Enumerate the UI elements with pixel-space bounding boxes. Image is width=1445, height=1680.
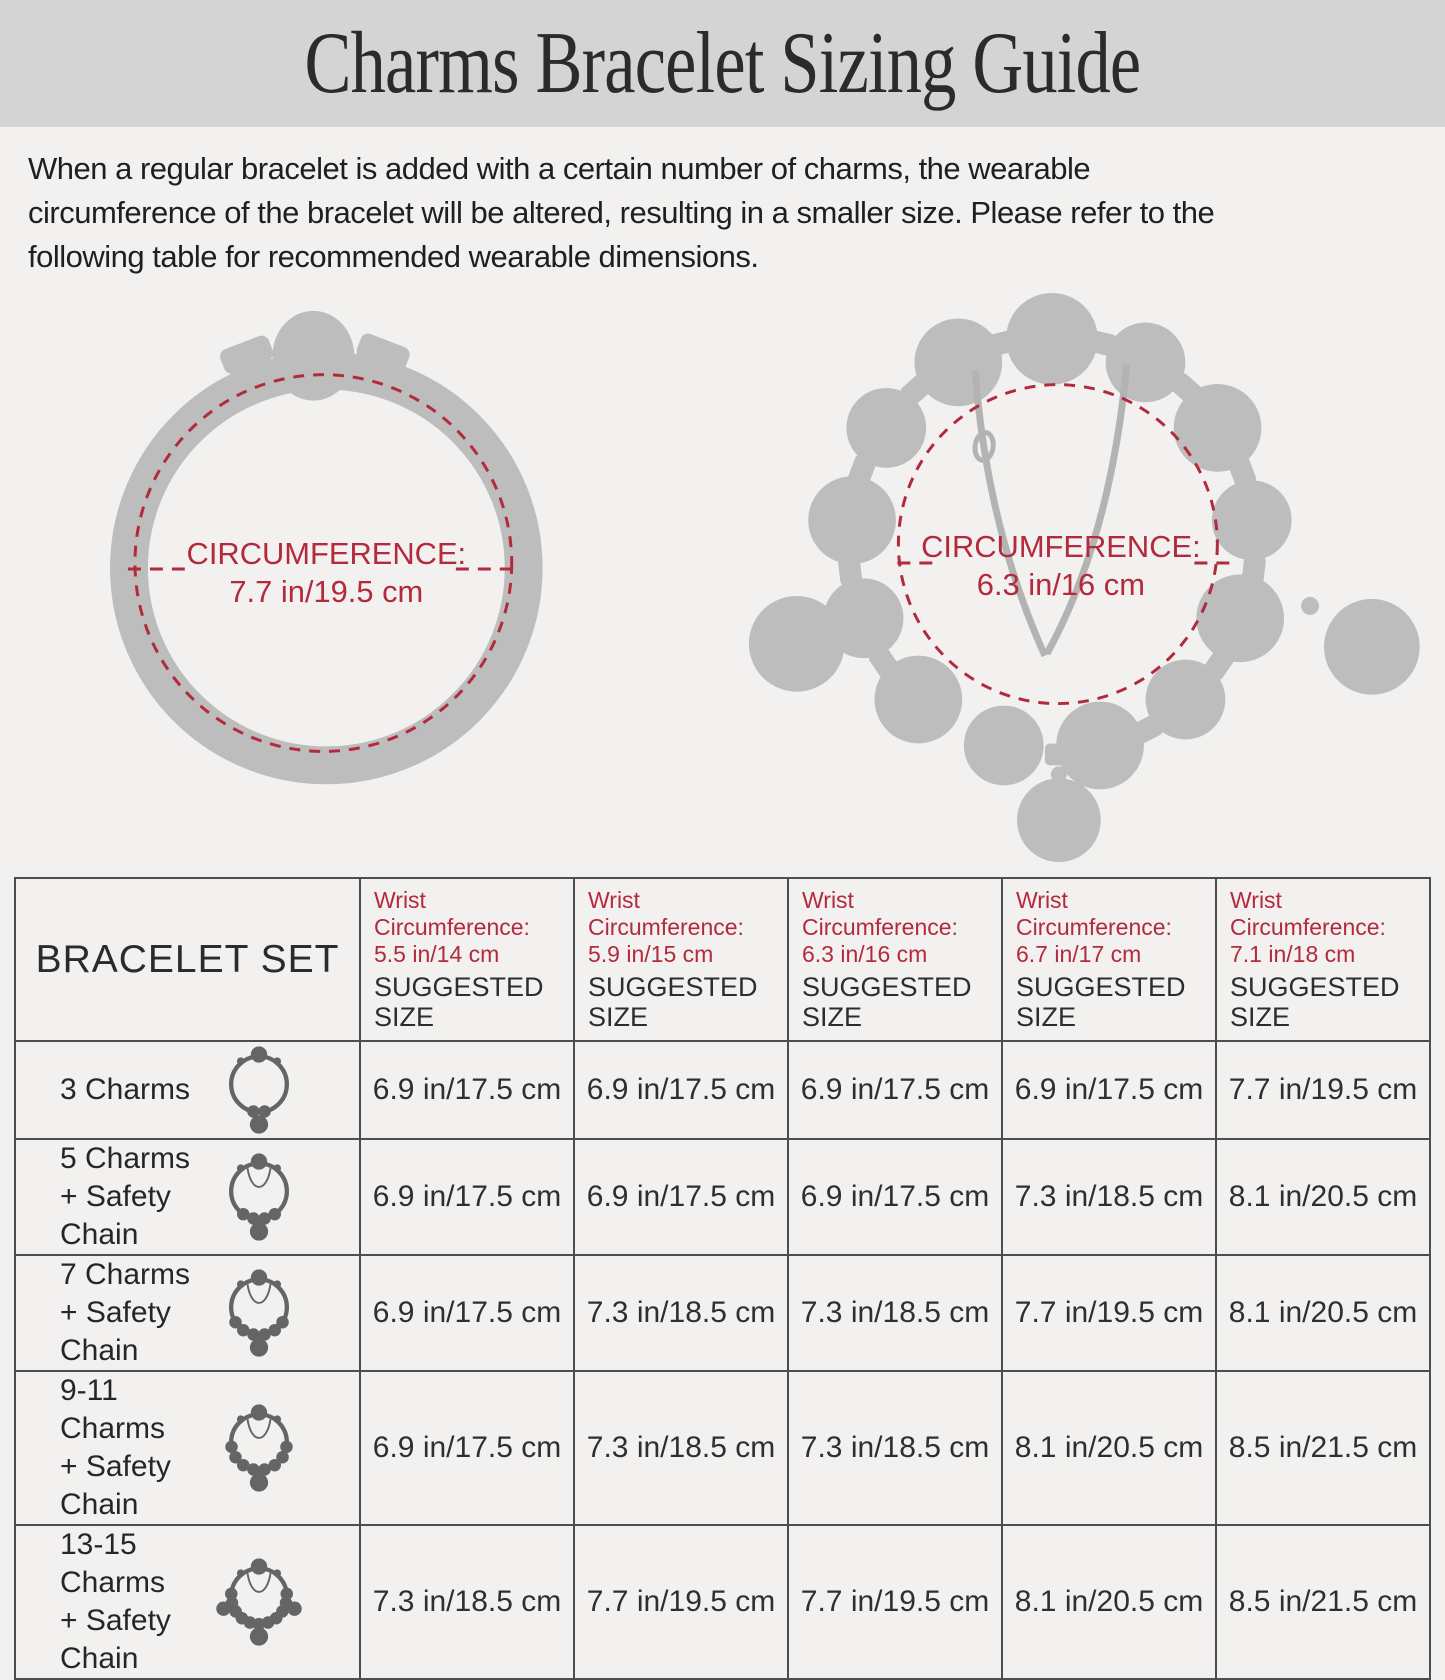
- suggested-size-value: 6.9 in/17.5 cm: [574, 1041, 788, 1139]
- table-row: [15, 1041, 1430, 1139]
- intro-line: circumference of the bracelet will be altered, resulting in a smaller size. Please refer to the: [28, 195, 1215, 230]
- page-title: Charms Bracelet Sizing Guide: [304, 15, 1141, 112]
- wrist-circumference-label: Wrist Circumference:: [1230, 887, 1386, 940]
- suggested-size-value: 8.5 in/21.5 cm: [1216, 1371, 1430, 1525]
- suggested-size-value: 6.9 in/17.5 cm: [788, 1041, 1002, 1139]
- dangle-bail-right: [1301, 597, 1319, 615]
- circumference-value: 7.7 in/19.5 cm: [229, 573, 424, 609]
- bracelet-set-cell: [15, 1255, 360, 1371]
- suggested-size-label: SUGGESTED SIZE: [1016, 972, 1186, 1032]
- table-header-row: [15, 878, 1430, 1041]
- intro-paragraph: [28, 147, 1417, 279]
- intro-line: When a regular bracelet is added with a certain number of charms, the wearable: [28, 151, 1091, 186]
- suggested-size-value: 8.5 in/21.5 cm: [1216, 1525, 1430, 1679]
- set-extra: + Safety Chain: [60, 1604, 171, 1675]
- bracelet-set-cell: [15, 1525, 360, 1679]
- title-band: [0, 0, 1445, 127]
- wrist-column-header-1: [360, 878, 574, 1041]
- suggested-size-value: 7.3 in/18.5 cm: [574, 1371, 788, 1525]
- wrist-column-header-4: [1002, 878, 1216, 1041]
- wrist-size: 5.5 in/14 cm: [374, 941, 500, 967]
- table-row: [15, 1371, 1430, 1525]
- suggested-size-value: 7.3 in/18.5 cm: [1002, 1139, 1216, 1255]
- set-name: 3 Charms: [60, 1073, 191, 1106]
- wrist-circumference-label: Wrist Circumference:: [588, 887, 744, 940]
- suggested-size-label: SUGGESTED SIZE: [802, 972, 972, 1032]
- bracelet-3-charms-icon: [211, 1042, 307, 1138]
- suggested-size-value: 7.3 in/18.5 cm: [788, 1371, 1002, 1525]
- safety-chain-right: [1047, 365, 1127, 654]
- suggested-size-label: SUGGESTED SIZE: [1230, 972, 1400, 1032]
- table-row: [15, 1525, 1430, 1679]
- suggested-size-value: 8.1 in/20.5 cm: [1002, 1525, 1216, 1679]
- suggested-size-value: 7.7 in/19.5 cm: [788, 1525, 1002, 1679]
- wrist-circumference-label: Wrist Circumference:: [802, 887, 958, 940]
- wrist-size: 5.9 in/15 cm: [588, 941, 714, 967]
- suggested-size-value: 6.9 in/17.5 cm: [360, 1041, 574, 1139]
- suggested-size-value: 7.7 in/19.5 cm: [1002, 1255, 1216, 1371]
- dangling-charm-left: [749, 596, 845, 692]
- table-row: [15, 1255, 1430, 1371]
- suggested-size-value: 8.1 in/20.5 cm: [1002, 1371, 1216, 1525]
- bracelet-13-15-charms-safety-chain-icon: [211, 1554, 307, 1650]
- suggested-size-value: 6.9 in/17.5 cm: [360, 1139, 574, 1255]
- charm-bracelet-illustration: [749, 293, 1420, 862]
- suggested-size-value: 6.9 in/17.5 cm: [1002, 1041, 1216, 1139]
- wrist-circumference-label: Wrist Circumference:: [1016, 887, 1172, 940]
- set-name: 7 Charms: [60, 1258, 191, 1291]
- circumference-value: 6.3 in/16 cm: [976, 566, 1145, 602]
- bracelet-set-cell: [15, 1139, 360, 1255]
- bracelet-set-cell: [15, 1371, 360, 1525]
- bracelet-figures-svg: [0, 279, 1445, 877]
- safety-chain-left: [975, 371, 1045, 656]
- wrist-size: 7.1 in/18 cm: [1230, 941, 1356, 967]
- dangling-charm-right: [1324, 599, 1420, 695]
- dangling-charm-bottom: [1017, 778, 1101, 862]
- suggested-size-label: SUGGESTED SIZE: [588, 972, 758, 1032]
- wrist-column-header-2: [574, 878, 788, 1041]
- bracelet-9-11-charms-safety-chain-icon: [211, 1400, 307, 1496]
- sizing-table: [14, 877, 1431, 1680]
- set-name: 13-15 Charms: [60, 1528, 166, 1599]
- wrist-column-header-5: [1216, 878, 1430, 1041]
- bracelet-7-charms-safety-chain-icon: [211, 1265, 307, 1361]
- wrist-size: 6.7 in/17 cm: [1016, 941, 1142, 967]
- circumference-label: CIRCUMFERENCE:: [921, 529, 1201, 565]
- set-extra: + Safety Chain: [60, 1450, 171, 1521]
- suggested-size-value: 8.1 in/20.5 cm: [1216, 1139, 1430, 1255]
- set-name: 9-11 Charms: [60, 1374, 166, 1445]
- set-name: 5 Charms: [60, 1142, 191, 1175]
- bracelet-set-cell: [15, 1041, 360, 1139]
- bracelet-5-charms-safety-chain-icon: [211, 1149, 307, 1245]
- circumference-label: CIRCUMFERENCE:: [186, 536, 467, 572]
- wrist-column-header-3: [788, 878, 1002, 1041]
- dangle-connector-bottom: [1045, 743, 1073, 765]
- plain-bracelet-illustration: [128, 311, 524, 765]
- suggested-size-value: 8.1 in/20.5 cm: [1216, 1255, 1430, 1371]
- suggested-size-label: SUGGESTED SIZE: [374, 972, 544, 1032]
- set-extra: + Safety Chain: [60, 1180, 171, 1251]
- suggested-size-value: 6.9 in/17.5 cm: [788, 1139, 1002, 1255]
- suggested-size-value: 6.9 in/17.5 cm: [360, 1255, 574, 1371]
- suggested-size-value: 7.7 in/19.5 cm: [574, 1525, 788, 1679]
- suggested-size-value: 7.7 in/19.5 cm: [1216, 1041, 1430, 1139]
- suggested-size-value: 6.9 in/17.5 cm: [574, 1139, 788, 1255]
- suggested-size-value: 7.3 in/18.5 cm: [360, 1525, 574, 1679]
- suggested-size-value: 6.9 in/17.5 cm: [360, 1371, 574, 1525]
- suggested-size-value: 7.3 in/18.5 cm: [574, 1255, 788, 1371]
- intro-line: following table for recommended wearable dimensions.: [28, 239, 759, 274]
- bracelet-clasp: [273, 311, 355, 401]
- bracelet-figures: [0, 279, 1445, 877]
- bracelet-set-header: BRACELET SET: [15, 878, 360, 1041]
- wrist-circumference-label: Wrist Circumference:: [374, 887, 530, 940]
- dangle-bail-left: [836, 599, 854, 617]
- wrist-size: 6.3 in/16 cm: [802, 941, 928, 967]
- table-row: [15, 1139, 1430, 1255]
- suggested-size-value: 7.3 in/18.5 cm: [788, 1255, 1002, 1371]
- set-extra: + Safety Chain: [60, 1296, 171, 1367]
